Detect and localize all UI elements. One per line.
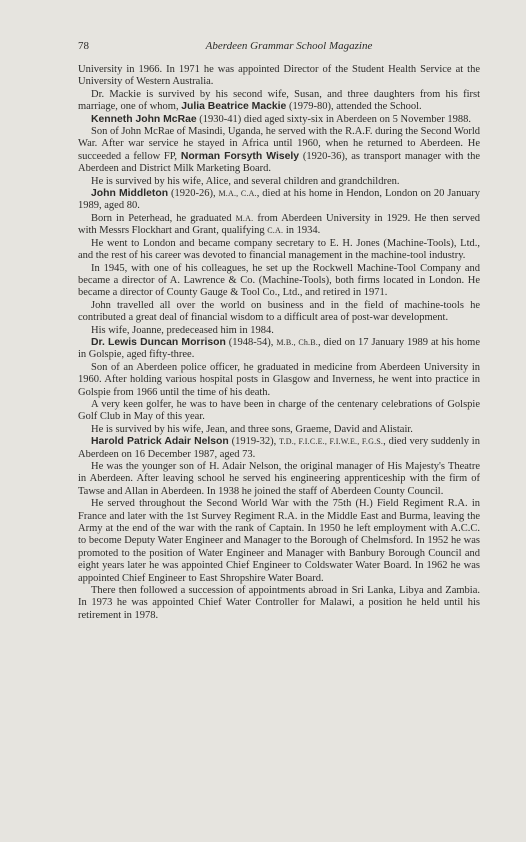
person-name: Kenneth John McRae	[91, 113, 197, 125]
paragraph: University in 1966. In 1971 he was appointed Director of the Student Health Service at the University of Western Australia.	[78, 64, 480, 88]
qualifications: C.A.	[267, 226, 284, 236]
person-name: John Middleton	[91, 188, 169, 200]
page-header	[78, 40, 480, 54]
obituary-heading-paragraph: Kenneth John McRae (1930-41) died aged sixty-six in Aberdeen on 5 November 1988.	[91, 113, 472, 125]
obituaries-text	[78, 64, 480, 622]
paragraph: He is survived by his wife, Jean, and three sons, Graeme, David and Alistair.	[91, 423, 413, 435]
paragraph: In 1945, with one of his colleagues, he set up the Rockwell Machine-Tool Company and became a director of A. Lawrence & Co. (Machine-Tools), both firms located in London. He became a director of County Gauge & Tool Co., Ltd., and retired in 1971.	[78, 262, 480, 299]
person-name: Julia Beatrice Mackie	[181, 101, 287, 113]
person-name: Dr. Lewis Duncan Morrison	[91, 336, 226, 348]
obituary-heading-paragraph: John Middleton (1920-26), M.A., C.A., died at his home in Hendon, London on 20 January 1989, aged 80.	[78, 188, 480, 212]
paragraph: Dr. Mackie is survived by his second wife, Susan, and three daughters from his first marriage, one of whom, Julia Beatrice Mackie (1979-80), attended the School.	[78, 88, 480, 113]
qualifications: M.B., Ch.B.	[276, 337, 318, 347]
qualifications: T.D., F.I.C.E., F.I.W.E., F.G.S.	[279, 437, 384, 447]
paragraph: His wife, Joanne, predeceased him in 1984.	[91, 324, 274, 336]
paragraph: He is survived by his wife, Alice, and several children and grandchildren.	[91, 175, 400, 187]
obituary-heading-paragraph: Dr. Lewis Duncan Morrison (1948-54), M.B., Ch.B., died on 17 January 1989 at his home in Golspie, aged fifty-three.	[78, 336, 480, 361]
paragraph: A very keen golfer, he was to have been in charge of the centenary celebrations of Golspie Golf Club in May of this year.	[78, 398, 480, 423]
paragraph: He went to London and became company secretary to E. H. Jones (Machine-Tools), Ltd., and the rest of his career was devoted to financial management in the machine-tool industry.	[78, 237, 480, 262]
qualifications: M.A.	[235, 213, 254, 223]
paragraph: He was the younger son of H. Adair Nelson, the original manager of His Majesty's Theatre in Aberdeen. After leaving school he served his engineering apprenticeship with the firm of Tawse and Allan in Aberdeen. In 1938 he joined the staff of Aberdeen County Council.	[78, 461, 480, 497]
paragraph: There then followed a succession of appointments abroad in Sri Lanka, Libya and Zambia. In 1973 he was appointed Chief Water Controller for Malawi, a position he held until his retirement in 1978.	[78, 585, 480, 621]
obituary-heading-paragraph: Harold Patrick Adair Nelson (1919-32), T.D., F.I.C.E., F.I.W.E., F.G.S., died very suddenly in Aberdeen on 16 December 1987, aged 73.	[78, 436, 480, 460]
paragraph: John travelled all over the world on business and in the field of machine-tools he contributed a great deal of financial wisdom to a difficult area of post-war development.	[78, 299, 480, 324]
running-title: Aberdeen Grammar School Magazine	[205, 40, 373, 52]
paragraph: Son of John McRae of Masindi, Uganda, he served with the R.A.F. during the Second World War. After war service he stayed in Africa until 1960, when he returned to Aberdeen. He succeeded a fellow FP, Norman Forsyth Wisely (1920-36), as transport manager with the Aberdeen and District Milk Marketing Board.	[78, 126, 480, 175]
paragraph: Born in Peterhead, he graduated M.A. from Aberdeen University in 1929. He then served with Messrs Flockhart and Grant, qualifying C.A. in 1934.	[78, 212, 480, 237]
person-name: Harold Patrick Adair Nelson	[91, 436, 229, 448]
paragraph: He served throughout the Second World War with the 75th (H.) Field Regiment R.A. in France and later with the 1st Survey Regiment R.A. in the Middle East and Burma, leaving the Army at the end of the war with the rank of Captain. In 1950 he left employment with A.C.C. to become Deputy Water Engineer and Manager to the Borough of Chelmsford. In 1952 he was promoted to the position of Water Engineer and Manager with Banbury Borough Council and eight years later he was appointed Chief Engineer to Coldswater Water Board. In 1962 he was appointed Chief Engineer to East Shropshire Water Board.	[78, 498, 480, 584]
qualifications: M.A., C.A.	[218, 189, 257, 199]
person-name: Norman Forsyth Wisely	[180, 150, 300, 162]
paragraph: Son of an Aberdeen police officer, he graduated in medicine from Aberdeen University in 1960. After holding various hospital posts in Glasgow and Inverness, he went into practice in Golspie from 1966 until the time of his death.	[78, 361, 480, 398]
page-number: 78	[78, 40, 89, 52]
